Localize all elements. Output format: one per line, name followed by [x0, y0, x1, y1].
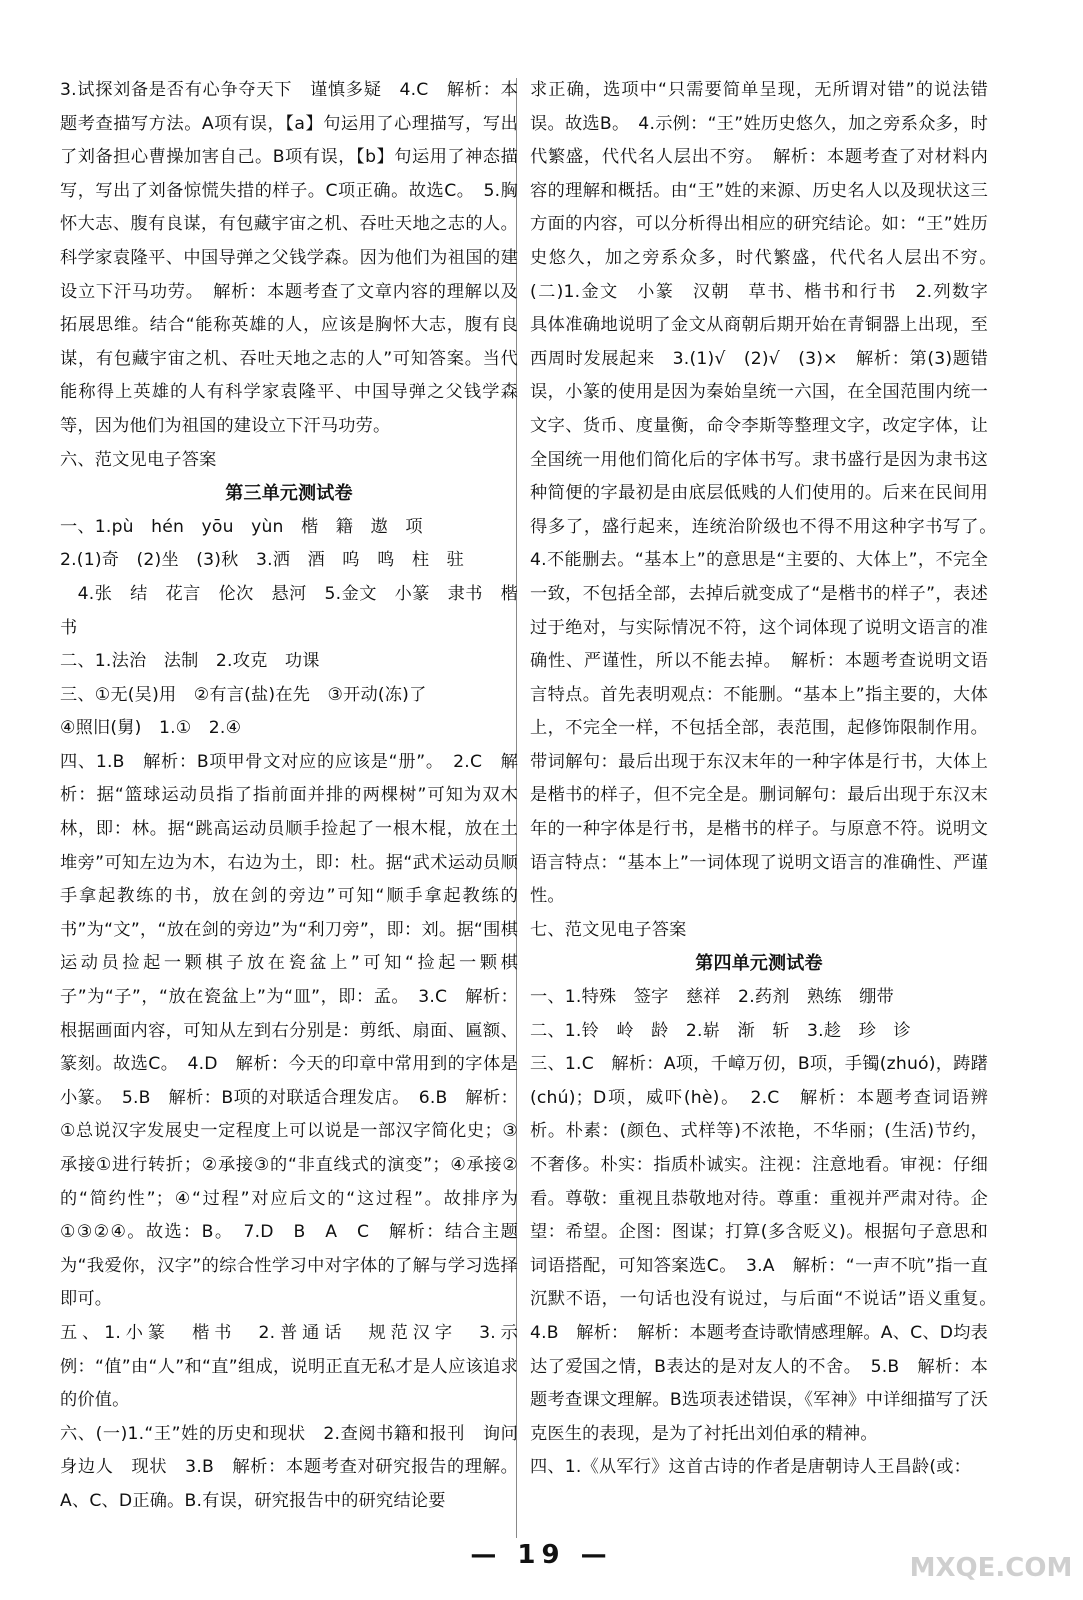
unit4-q2: 二、1.铃 岭 龄 2.崭 渐 斩 3.趁 珍 诊	[530, 1020, 911, 1041]
unit3-q5: 五、1.小篆 楷书 2.普通话 规范汉字 3.示例：“值”由“人”和“直”组成，说明正直无私才是人应该追求的价值。	[60, 1322, 518, 1411]
svg-text:MXQE.COM: MXQE.COM	[909, 1553, 1073, 1583]
unit3-q6-continued: 求正确，选项中“只需要简单呈现，无所谓对错”的说法错误。故选B。 4.示例：“王”姓历史悠久，加之旁系众多，时代繁盛，代代名人层出不穷。 解析：本题考查了对材料内容的理解和概括。由“王”姓的来源、历史名人以及现状这三方面的内容，可以分析得出相应的研究结论。如：“王”姓历史悠久，加之旁系众多，时代繁盛，代代名人层出不穷。 (二)1.金文 小篆 汉朝 草书、楷书和行书 2.列数字 具体准确地说明了金文从商朝后期开始在青铜器上出现，至西周时发展起来 3.(1)√ (2)√ (3)× 解析：第(3)题错误，小篆的使用是因为秦始皇统一六国，在全国范围内统一文字、货币、度量衡，命令李斯等整理文字，改定字体，让全国统一用他们简化后的字体书写。隶书盛行是因为隶书这种简便的字最初是由底层低贱的人们使用的。后来在民间用得多了，盛行起来，连统治阶级也不得不用这种字书写了。 4.不能删去。“基本上”的意思是“主要的、大体上”，不完全一致，不包括全部，去掉后就变成了“是楷书的样子”，表述过于绝对，与实际情况不符，这个词体现了说明文语言的准确性、严谨性，所以不能去掉。 解析：本题考查说明文语言特点。首先表明观点：不能删。“基本上”指主要的，大体上，不完全一样，不包括全部，表范围，起修饰限制作用。带词解句：最后出现于东汉末年的一种字体是行书，大体上是楷书的样子，但不完全是。删词解句：最后出现于东汉末年的一种字体是行书，是楷书的样子。与原意不符。说明文语言特点：“基本上”一词体现了说明文语言的准确性、严谨性。	[530, 80, 1006, 907]
unit3-q1-line3: 4.张 结 花言 伦次 悬河 5.金文 小篆 隶书 楷书	[60, 583, 518, 638]
unit3-q4: 四、1.B 解析：B项甲骨文对应的应该是“册”。 2.C 解析：据“篮球运动员指了指前面并排的两棵树”可知为双木林，即：林。据“跳高运动员顺手捡起了一根木棍，放在土堆旁”可知左边为木，右边为土，即：杜。据“武术运动员顺手拿起教练的书，放在剑的旁边”可知“顺手拿起教练的书”为“文”，“放在剑的旁边”为“利刀旁”，即：刘。据“围棋运动员捡起一颗棋子放在瓷盆上”可知“捡起一颗棋子”为“子”，“放在瓷盆上”为“皿”，即：孟。 3.C 解析：根据画面内容，可知从左到右分别是：剪纸、扇面、匾额、篆刻。故选C。 4.D 解析：今天的印章中常用到的字体是小篆。 5.B 解析：B项的对联适合理发店。 6.B 解析：①总说汉字发展史一定程度上可以说是一部汉字简化史；③承接①进行转折；②承接③的“非直线式的演变”；④承接②的“简约性”；④“过程”对应后文的“这过程”。故排序为①③②④。故选：B。 7.D B A C 解析：结合主题为“我爱你，汉字”的综合性学习中对字体的了解与学习选择即可。	[60, 751, 518, 1310]
unit4-q4: 四、1.《从军行》这首古诗的作者是唐朝诗人王昌龄(或：	[530, 1457, 972, 1478]
unit3-q3-line2: ④照旧(舅) 1.① 2.④	[60, 718, 242, 739]
unit3-q2: 二、1.法治 法制 2.攻克 功课	[60, 651, 320, 672]
unit3-q6: 六、(一)1.“王”姓的历史和现状 2.查阅书籍和报刊 询问身边人 现状 3.B 解析：本题考查对研究报告的理解。A、C、D正确。B.有误，研究报告中的研究结论要	[60, 1423, 518, 1511]
essay-note-7: 七、范文见电子答案	[530, 919, 687, 940]
unit3-q1-line2: 2.(1)奇 (2)坐 (3)秋 3.洒 酒 呜 鸣 柱 驻	[60, 550, 465, 571]
left-column	[60, 74, 518, 1519]
right-column	[530, 74, 1006, 1485]
unit4-title: 第四单元测试卷	[695, 953, 823, 975]
watermark-logo-icon	[907, 1516, 1075, 1594]
page-number: — 19 —	[470, 1540, 613, 1570]
unit3-q1-line1: 一、1.pù hén yōu yùn 楷 籍 遨 项	[60, 516, 423, 537]
unit3-q3-line1: 三、①无(吴)用 ②有言(盐)在先 ③开动(冻)了	[60, 684, 427, 705]
essay-note-6: 六、范文见电子答案	[60, 449, 217, 470]
answer-block-unit2-end: 3.试探刘备是否有心争夺天下 谨慎多疑 4.C 解析：本题考查描写方法。A项有误，【a】句运用了心理描写，写出了刘备担心曹操加害自己。B项有误，【b】句运用了神态描写，写出了刘备惊慌失措的样子。C项正确。故选C。 5.胸怀大志、腹有良谋，有包藏宇宙之机、吞吐天地之志的人。科学家袁隆平、中国导弹之父钱学森。因为他们为祖国的建设立下汗马功劳。 解析：本题考查了文章内容的理解以及拓展思维。结合“能称英雄的人，应该是胸怀大志，腹有良谋，有包藏宇宙之机、吞吐天地之志的人”可知答案。当代能称得上英雄的人有科学家袁隆平、中国导弹之父钱学森等，因为他们为祖国的建设立下汗马功劳。	[60, 80, 518, 436]
unit4-q1: 一、1.特殊 签字 慈祥 2.药剂 熟练 绷带	[530, 987, 894, 1008]
unit3-title: 第三单元测试卷	[225, 483, 353, 505]
unit4-q3: 三、1.C 解析：A项，千嶂万仞，B项，手镯(zhuó)，踌躇(chú)；D项，威吓(hè)。 2.C 解析：本题考查词语辨析。朴素：(颜色、式样等)不浓艳，不华丽；(生活)节约，不奢侈。朴实：指质朴诚实。注视：注意地看。审视：仔细看。尊敬：重视且恭敬地对待。尊重：重视并严肃对待。企望：希望。企图：图谋；打算(多含贬义)。根据句子意思和词语搭配，可知答案选C。 3.A 解析：“一声不吭”指一直沉默不语，一句话也没有说过，与后面“不说话”语义重复。 4.B 解析： 解析：本题考查诗歌情感理解。A、C、D均表达了爱国之情，B表达的是对友人的不舍。 5.B 解析：本题考查课文理解。B选项表述错误，《军神》中详细描写了沃克医生的表现，是为了衬托出刘伯承的精神。	[530, 1054, 1006, 1444]
